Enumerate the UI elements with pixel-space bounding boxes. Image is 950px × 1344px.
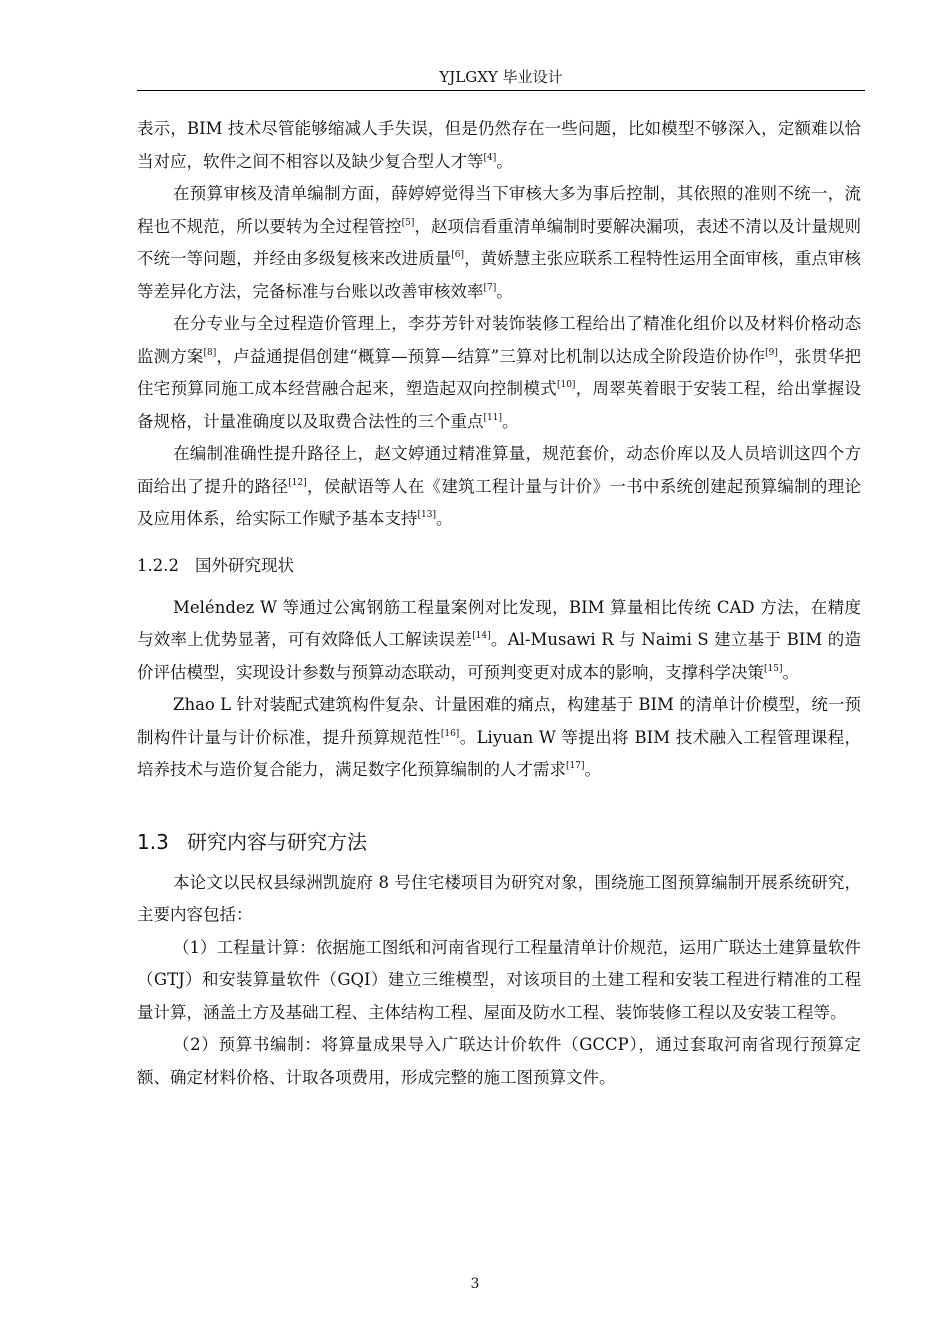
domestic-research-block	[137, 113, 861, 536]
text-run: 。	[496, 151, 513, 171]
section-title: 研究内容与研究方法	[187, 829, 367, 854]
document-body	[137, 113, 861, 1094]
paragraph	[137, 592, 861, 690]
section-number: 1.3	[137, 829, 169, 854]
text-run: ，卢益通提倡创建“概算—预算—结算”三算对比机制以达成全阶段造价协作	[216, 346, 766, 366]
paragraph	[137, 308, 861, 438]
text-run: 本论文以民权县绿洲凯旋府 8 号住宅楼项目为研究对象，围绕施工图预算编制开展系统研究，主要内容包括：	[137, 872, 861, 924]
citation-ref: [5]	[401, 217, 415, 228]
foreign-research-block	[137, 592, 861, 787]
text-run: ，赵项信看重清单编制时要解决漏项，表述不清以及计量规则不统一等问题，并经由多级复核来改进质量	[137, 216, 862, 268]
citation-ref: [9]	[765, 347, 778, 358]
list-item	[137, 932, 861, 1030]
citation-ref: [13]	[417, 510, 436, 520]
citation-ref: [16]	[440, 728, 460, 739]
text-run: （2）预算书编制：将算量成果导入广联达计价软件（GCCP），通过套取河南省现行预算定额、确定材料价格、计取各项费用，形成完整的施工图预算文件。	[137, 1035, 861, 1087]
text-run: ，周翠英着眼于安装工程，给出掌握设备规格，计量准确度以及取费合法性的三个重点	[137, 379, 862, 431]
research-content-block	[137, 867, 861, 1095]
text-run: Meléndez W 等通过公寓钢筋工程量案例对比发现，BIM 算量相比传统 CAD 方法，在精度与效率上优势显著，可有效降低人工解读误差	[137, 597, 861, 649]
page-number: 3	[470, 1276, 480, 1292]
paragraph	[137, 689, 861, 787]
citation-ref: [7]	[483, 282, 497, 293]
text-run: （1）工程量计算：依据施工图纸和河南省现行工程量清单计价规范，运用广联达土建算量软件（GTJ）和安装算量软件（GQI）建立三维模型，对该项目的土建工程和安装工程进行精准的工程量计算，涵盖土方及基础工程、主体结构工程、屋面及防水工程、装饰装修工程以及安装工程等。	[137, 937, 861, 1022]
citation-ref: [17]	[566, 761, 585, 771]
section-heading-1-3	[137, 825, 861, 859]
text-run: ，张贯华把住宅预算同施工成本经营融合起来，塑造起双向控制模式	[137, 346, 862, 398]
citation-ref: [11]	[483, 412, 502, 423]
text-run: 在编制准确性提升路径上，赵文婷通过精准算量，规范套价，动态价库以及人员培训这四个方面给出了提升的路径	[137, 444, 861, 496]
text-run: 。	[584, 760, 601, 779]
citation-ref: [12]	[288, 477, 307, 488]
paragraph	[137, 867, 861, 932]
text-run: Zhao L 针对装配式建筑构件复杂、计量困难的痛点，构建基于 BIM 的清单计价模型，统一预制构件计量与计价标准，提升预算规范性	[137, 695, 861, 747]
text-run: 表示，BIM 技术尽管能够缩减人手失误，但是仍然存在一些问题，比如模型不够深入，定额难以恰当对应，软件之间不相容以及缺少复合型人才等	[137, 119, 861, 171]
section-title: 国外研究现状	[195, 555, 294, 575]
paragraph	[137, 178, 861, 308]
text-run: 。	[496, 281, 513, 301]
text-run: 。	[435, 509, 453, 528]
text-run: ，侯献语等人在《建筑工程计量与计价》一书中系统创建起预算编制的理论及应用体系，给实际工作赋予基本支持	[137, 476, 862, 528]
page-header: YJLGXY 毕业设计	[137, 66, 865, 91]
citation-ref: [14]	[472, 631, 491, 641]
citation-ref: [8]	[203, 347, 217, 358]
paragraph	[137, 113, 861, 178]
section-number: 1.2.2	[137, 555, 179, 575]
section-heading-1-2-2	[137, 550, 861, 582]
text-run: 。	[501, 411, 519, 431]
list-item	[137, 1029, 861, 1094]
text-run: 在分专业与全过程造价管理上，李芬芳针对装饰装修工程给出了精准化组价以及材料价格动态监测方案	[137, 314, 861, 366]
citation-ref: [15]	[764, 663, 783, 674]
citation-ref: [6]	[451, 250, 465, 260]
citation-ref: [4]	[483, 152, 497, 163]
text-run: 在预算审核及清单编制方面，薛婷婷觉得当下审核大多为事后控制，其依照的准则不统一，流程也不规范，所以要转为全过程管控	[137, 184, 861, 236]
paragraph	[137, 438, 861, 536]
text-run: 。	[782, 662, 799, 682]
text-run: ，黄娇慧主张应联系工程特性运用全面审核，重点审核等差异化方法，完备标准与台账以改善审核效率	[137, 249, 862, 301]
text-run: 。Liyuan W 等提出将 BIM 技术融入工程管理课程，培养技术与造价复合能力，满足数字化预算编制的人才需求	[137, 727, 862, 779]
citation-ref: [10]	[556, 380, 576, 390]
text-run: 。Al-Musawi R 与 Naimi S 建立基于 BIM 的造价评估模型，实现设计参数与预算动态联动，可预判变更对成本的影响，支撑科学决策	[137, 630, 862, 682]
